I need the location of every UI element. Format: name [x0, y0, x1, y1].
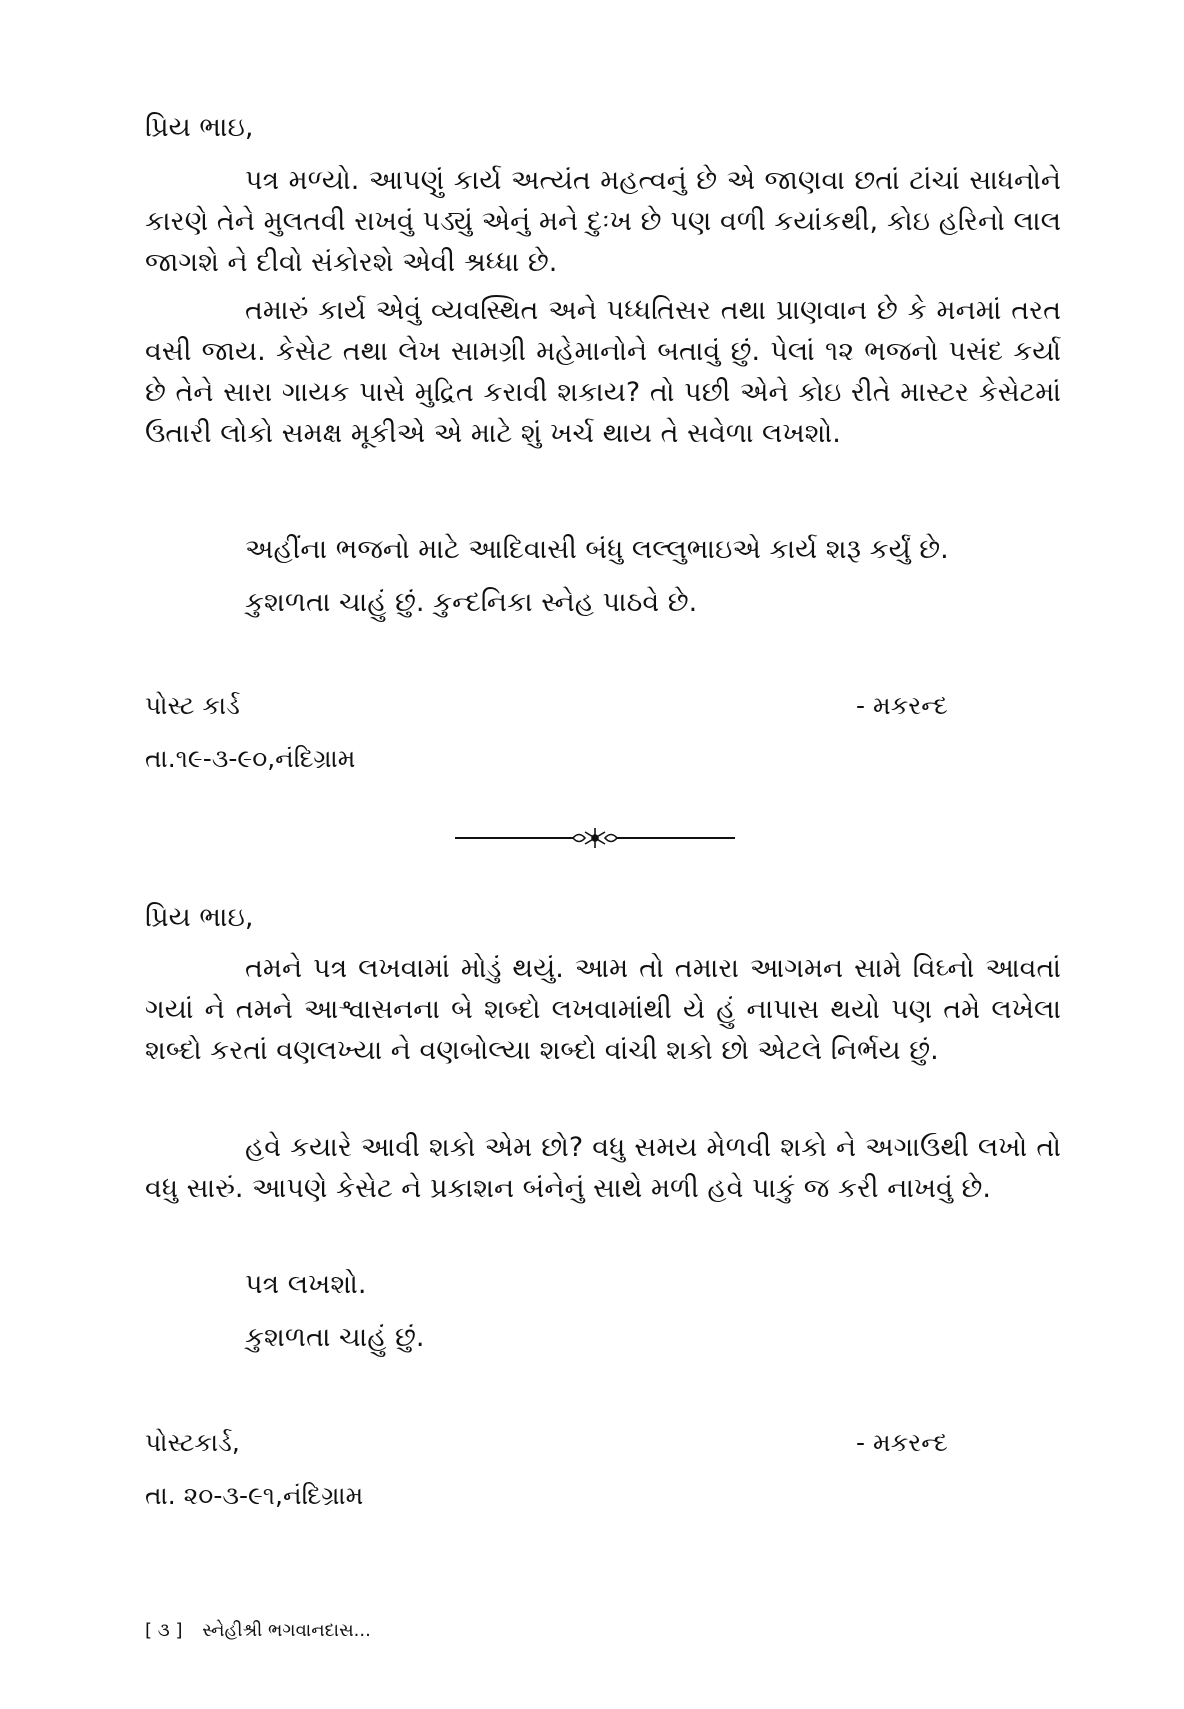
- letter2-paragraph-4: કુશળતા ચાહું છું.: [245, 1322, 425, 1353]
- flourish-icon: [573, 828, 617, 848]
- letter2-paragraph-3: પત્ર લખશો.: [245, 1269, 367, 1300]
- letter2-postcard-label: પોસ્ટકાર્ડ,: [145, 1428, 240, 1457]
- running-title: સ્નેહીશ્રી ભગવાનદાસ...: [202, 1620, 371, 1641]
- letter2-signature: - મકરન્દ: [856, 1428, 948, 1457]
- letter1-paragraph-1: [145, 160, 1061, 283]
- letter1-paragraph-2-text: તમારું કાર્ય એવું વ્યવસ્થિત અને પધ્ધતિસર તથા પ્રાણવાન છે કે મનમાં તરત વસી જાય. કેસેટ તથા લેખ સામગ્રી મહેમાનોને બતાવું છું. પેલાં ૧૨ ભજનો પસંદ કર્યા છે તેને સારા ગાયક પાસે મુદ્રિત કરાવી શકાય? તો પછી એને કોઇ રીતે માસ્ટર કેસેટમાં ઉતારી લોકો સમક્ષ મૂકીએ એ માટે શું ખર્ચ થાય તે સવેળા લખશો.: [145, 295, 1061, 449]
- letter2-salutation: પ્રિય ભાઇ,: [145, 902, 254, 933]
- page-footer: [145, 1618, 371, 1644]
- letter1-paragraph-2: [145, 290, 1061, 454]
- ornament-divider: [455, 826, 735, 850]
- letter1-signature: - મકરન્દ: [856, 691, 948, 720]
- letter2-date: તા. ૨૦-૩-૯૧,નંદિગ્રામ: [145, 1481, 364, 1510]
- letter1-paragraph-1-text: પત્ર મળ્યો. આપણું કાર્ય અત્યંત મહત્વનું છે એ જાણવા છતાં ટાંચાં સાધનોને કારણે તેને મુલતવી રાખવું પડ્યું એનું મને દુઃખ છે પણ વળી કયાંકથી, કોઇ હરિનો લાલ જાગશે ને દીવો સંકોરશે એવી શ્રધ્ધા છે.: [145, 165, 1061, 278]
- letter1-postcard-label: પોસ્ટ કાર્ડ: [145, 691, 240, 720]
- page-number: [ ૩ ]: [145, 1620, 183, 1641]
- letter2-paragraph-2-text: હવે કયારે આવી શકો એમ છો? વધુ સમય મેળવી શકો ને અગાઉથી લખો તો વધુ સારું. આપણે કેસેટ ને પ્રકાશન બંનેનું સાથે મળી હવે પાકું જ કરી નાખવું છે.: [145, 1132, 1061, 1204]
- letter2-paragraph-1-text: તમને પત્ર લખવામાં મોડું થયું. આમ તો તમારા આગમન સામે વિઘ્નો આવતાં ગયાં ને તમને આશ્વાસનના બે શબ્દો લખવામાંથી યે હું નાપાસ થયો પણ તમે લખેલા શબ્દો કરતાં વણલખ્યા ને વણબોલ્યા શબ્દો વાંચી શકો છો એટલે નિર્ભય છું.: [145, 953, 1061, 1066]
- letter2-paragraph-1: [145, 948, 1061, 1071]
- letter1-date: તા.૧૯-૩-૯૦,નંદિગ્રામ: [145, 744, 356, 773]
- letter1-salutation: પ્રિય ભાઇ,: [145, 112, 254, 143]
- letter1-paragraph-4: કુશળતા ચાહું છું. કુન્દનિકા સ્નેહ પાઠવે છે.: [245, 587, 698, 618]
- letter1-paragraph-3: અહીંના ભજનો માટે આદિવાસી બંધુ લલ્લુભાઇએ કાર્ય શરૂ કર્યું છે.: [245, 534, 949, 565]
- letter2-paragraph-2: [145, 1127, 1061, 1209]
